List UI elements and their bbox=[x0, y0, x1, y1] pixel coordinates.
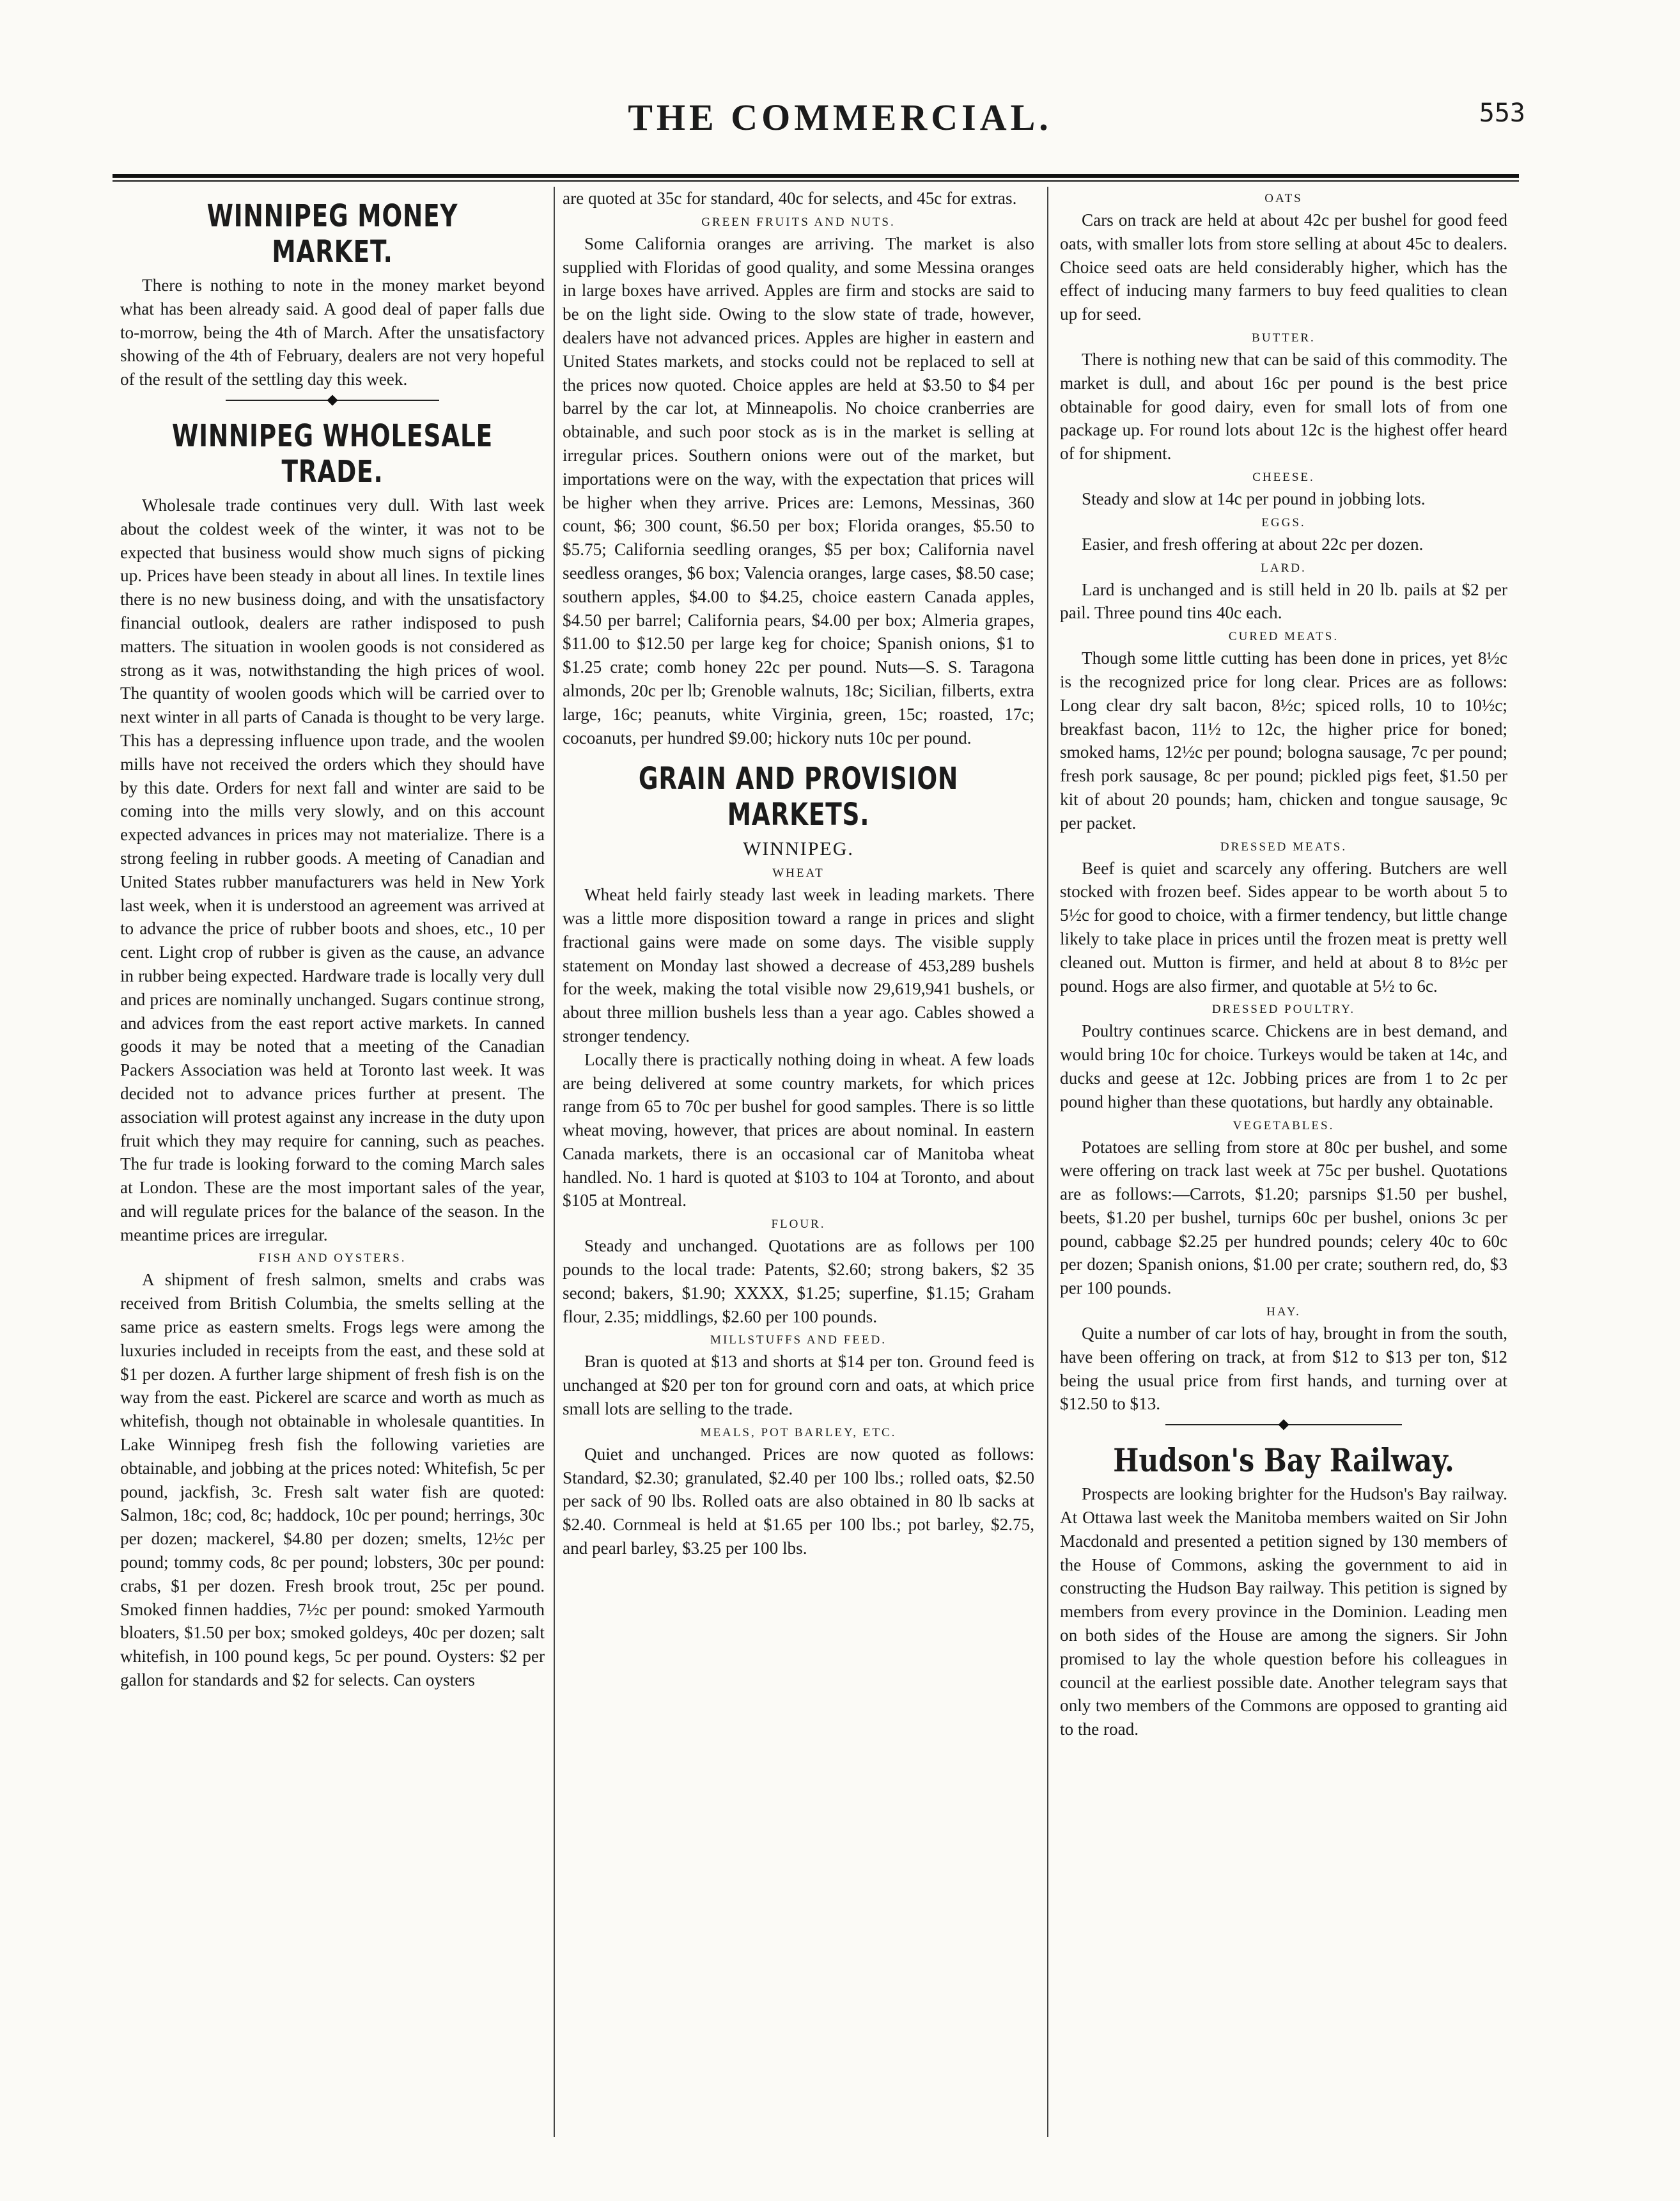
butter-text: There is nothing new that can be said of this commodity. The market is dull, and about 16c per pound is the best price obtainable for good dairy, even for small lots of from one package up. For round lots about 12c is the highest offer heard of for shipment. bbox=[1060, 349, 1507, 464]
winnipeg-subheading: WINNIPEG. bbox=[743, 838, 854, 860]
eggs-heading: EGGS. bbox=[1261, 515, 1306, 529]
butter-heading: BUTTER. bbox=[1252, 331, 1316, 345]
dressed-poultry-text: Poultry continues scarce. Chickens are in best demand, and would bring 10c for choice. Turkeys would be taken at 14c, and ducks and geese at 12c. Jobbing prices are from 1 to 2c per pound higher than these quotations, but hardly any obtainable. bbox=[1060, 1021, 1507, 1111]
hay-heading: HAY. bbox=[1266, 1305, 1301, 1319]
lard-text: Lard is unchanged and is still held in 20 lb. pails at $2 per pail. Three pound tins 40c each. bbox=[1060, 579, 1507, 623]
vegetables-heading: VEGETABLES. bbox=[1233, 1118, 1335, 1132]
money-market-text: There is nothing to note in the money market beyond what has been already said. A good deal of paper falls due to-morrow, being the 4th of March. After the unsatisfactory showing of the 4th of February, dealers are not very hopeful of the result of the settling day this week. bbox=[120, 276, 545, 389]
cured-meats-heading: CURED MEATS. bbox=[1228, 630, 1339, 644]
masthead: THE COMMERCIAL. bbox=[628, 97, 1052, 138]
eggs-text: Easier, and fresh offering at about 22c per dozen. bbox=[1082, 534, 1424, 554]
cheese-heading: CHEESE. bbox=[1252, 470, 1315, 484]
header-rule-thin bbox=[113, 180, 1519, 182]
fish-oysters-text: A shipment of fresh salmon, smelts and crabs was received from British Columbia, the smelts selling at the same price as eastern smelts. Frogs legs were among the luxuries included in receipts from the east, and these sold at $1 per dozen. A further large shipment of fresh fish is on the way from the east. Pickerel are scarce and worth as much as whitefish, though not obtainable in wholesale quantities. In Lake Winnipeg fresh fish the following varieties are obtainable, and jobbing at the prices noted: Whitefish, 5c per pound, jackfish, 3c. Fresh salt water fish are quoted: Salmon, 18c; cod, 8c; haddock, 10c per pound; herrings, 30c per dozen; mackerel, $4.80 per dozen; smelts, 12½c per pound; tommy cods, 8c per pound; lobsters, 30c per pound: crabs, $1 per dozen. Fresh brook trout, 25c per pound. Smoked finnen haddies, 7½c per pound: smoked Yarmouth bloaters, $1.50 per box; smoked goldeys, 40c per dozen; salt whitefish, in 100 pound kegs, 5c per pound. Oysters: $2 per gallon for standards and $2 for selects. Can oysters bbox=[120, 1270, 545, 1690]
cured-meats-text: Though some little cutting has been done in prices, yet 8½c is the recognized price for long clear. Prices are as follows: Long clear dry salt bacon, 8½c; spiced rolls, 10 to 10½c; breakfast bacon, 11½ to 12c, the higher price for boned; smoked hams, 12½c per pound; bologna sausage, 7c per pound; fresh pork sausage, 8c per pound; pickled pigs feet, $1.50 per kit of about 20 pounds; ham, chicken and tongue sausage, 9c per packet. bbox=[1060, 648, 1507, 833]
column-divider bbox=[554, 187, 555, 2137]
lard-heading: LARD. bbox=[1261, 561, 1307, 575]
wholesale-trade-text: Wholesale trade continues very dull. With last week about the coldest week of the winter, it was not to be expected that business would show much signs of picking up. Prices have been steady in about all lines. In textile lines there is no new business doing, and with the unsatisfactory financial outlook, dealers are rather indisposed to push matters. The situation in woolen goods is not considered as strong as it was, notwithstanding the high prices of wool. The quantity of woolen goods which will be carried over to next winter in all parts of Canada is thought to be very large. This has a depressing influence upon trade, and the woolen mills have not received the orders which they should have by this date. Orders for next fall and winter are said to be coming into the mills very slowly, and on this account expected advances in prices may not materialize. There is a strong feeling in rubber goods. A meeting of Canadian and United States rubber manufacturers was held in New York last week, when it is understood an agreement was arrived at to advance the price of rubber boots and shoes, etc., 10 per cent. Light crop of rubber is given as the cause, an advance in rubber being expected. Hardware trade is locally very dull and prices are nominally unchanged. Sugars continue strong, and advices from the east report active markets. In canned goods it may be noted that a meeting of the Canadian Packers Association was held at Toronto last week. It was decided not to advance prices further at present. The association will protest against any increase in the duty upon fruit which they may require for canning, such as peaches. The fur trade is looking forward to the coming March sales at London. These are the most important sales of the year, and will regulate prices for the balance of the season. In the meantime prices are irregular. bbox=[120, 495, 545, 1244]
hudson-bay-railway-text: Prospects are looking brighter for the Hudson's Bay railway. At Ottawa last week the Manitoba members waited on Sir John Macdonald and presented a petition signed by 130 members of the House of Commons, asking the government to aid in constructing the Hudson Bay railway. This petition is signed by members from every province in the Dominion. Leading men on both sides of the House are among the signers. Sir John promised to lay the whole question before his colleagues in council at the earliest possible date. Another telegram says that only two members of the Commons are opposed to granting aid to the road. bbox=[1060, 1484, 1507, 1739]
page-number: 553 bbox=[1479, 98, 1525, 128]
dressed-poultry-heading: DRESSED POULTRY. bbox=[1211, 1003, 1356, 1017]
millstuffs-text: Bran is quoted at $13 and shorts at $14 per ton. Ground feed is unchanged at $20 per ton for ground corn and oats, at which price small lots are selling to the trade. bbox=[563, 1352, 1034, 1419]
column-1 bbox=[120, 187, 545, 2137]
green-fruits-text: Some California oranges are arriving. The market is also supplied with Floridas of good quality, and some Messina oranges in large boxes have arrived. Apples are firm and stocks are said to be on the light side. Owing to the slow state of trade, however, dealers have not advanced prices. Apples are higher in eastern and United States markets, and stocks could not be replaced to sell at the prices now quoted. Choice apples are held at $3.50 to $4 per barrel by the car lot, at Minneapolis. No choice cranberries are obtainable, and such poor stock as is in the market is selling at irregular prices. Southern onions were out of the market, but importations were on the way, with the expectation that prices will be higher when they arrive. Prices are: Lemons, Messinas, 360 count, $6; 300 count, $6.50 per box; Florida oranges, $5.50 to $5.75; California seedling oranges, $5 per box; California navel seedless oranges, $6 box; Valencia oranges, large cases, $8.50 case; southern apples, $4.00 to $4.25, choice eastern Canada apples, $4.50 per barrel; California pears, $4.00 per box; Almeria grapes, $11.00 to $12.50 per large keg for choice; Spanish onions, $1 to $1.25 crate; comb honey 22c per pound. Nuts—S. S. Taragona almonds, 20c per lb; Grenoble walnuts, 18c; Sicilian, filberts, extra large, 16c; peanuts, white Virginia, green, 15c; roasted, 17c; cocoanuts, per hundred $9.00; hickory nuts 10c per pound. bbox=[563, 233, 1034, 748]
grain-provision-heading: GRAIN AND PROVISION MARKETS. bbox=[638, 761, 959, 833]
wheat-text-2: Locally there is practically nothing doing in wheat. A few loads are being delivered at some country markets, for which prices range from 65 to 70c per bushel for good samples. There is so little wheat moving, however, that prices are about nominal. In eastern Canada markets, there is an occasional car of Manitoba wheat handled. No. 1 hard is quoted at $103 to 104 at Toronto, and about $105 at Montreal. bbox=[563, 1049, 1034, 1210]
green-fruits-heading: GREEN FRUITS AND NUTS. bbox=[701, 215, 896, 229]
section-divider bbox=[1060, 1418, 1507, 1431]
header-rule bbox=[113, 174, 1519, 178]
section-divider bbox=[120, 394, 545, 407]
oysters-continued-text: are quoted at 35c for standard, 40c for selects, and 45c for extras. bbox=[563, 189, 1017, 208]
money-market-heading: WINNIPEG MONEY MARKET. bbox=[206, 198, 458, 270]
cheese-text: Steady and slow at 14c per pound in jobbing lots. bbox=[1082, 489, 1426, 508]
fish-oysters-heading: FISH AND OYSTERS. bbox=[258, 1251, 407, 1265]
column-divider bbox=[1047, 187, 1048, 2137]
wheat-heading: WHEAT bbox=[772, 866, 825, 881]
vegetables-text: Potatoes are selling from store at 80c per bushel, and some were offering on track last week at 75c per bushel. Quotations are as follows:—Carrots, $1.20; parsnips $1.50 per bushel, beets, $1.20 per bushel, turnips 60c per bushel, onions 3c per pound, cabbage $2.25 per hundred pounds; celery 40c to 60c per dozen; Spanish onions, $1.00 per crate; southern red, do, $3 per 100 pounds. bbox=[1060, 1137, 1507, 1298]
hay-text: Quite a number of car lots of hay, brought in from the south, have been offering on track, at from $12 to $13 per ton, $12 being the usual price from first hands, and turning over at $12.50 to $13. bbox=[1060, 1324, 1507, 1414]
dressed-meats-heading: DRESSED MEATS. bbox=[1220, 840, 1348, 854]
flour-text: Steady and unchanged. Quotations are as follows per 100 pounds to the local trade: Patents, $2.60; strong bakers, $2 35 second; bakers, $1.90; XXXX, $1.25; superfine, $1.15; Graham flour, 2.35; middlings, $2.60 per 100 pounds. bbox=[563, 1236, 1034, 1326]
meals-heading: MEALS, POT BARLEY, ETC. bbox=[700, 1425, 897, 1439]
column-3 bbox=[1060, 187, 1507, 2137]
flour-heading: FLOUR. bbox=[771, 1218, 826, 1232]
dressed-meats-text: Beef is quiet and scarcely any offering. Butchers are well stocked with frozen beef. Sides appear to be worth about 5 to 5½c for good to choice, with a firmer tendency, but little change likely to take place in prices until the frozen meat is pretty well cleaned out. Mutton is firmer, and held at about 8 to 8½c per pound. Hogs are also firmer, and quotable at 5½ to 6c. bbox=[1060, 858, 1507, 996]
wholesale-trade-heading: WINNIPEG WHOLESALE TRADE. bbox=[172, 418, 493, 490]
oats-heading: OATS bbox=[1264, 192, 1303, 205]
wheat-text-1: Wheat held fairly steady last week in leading markets. There was a little more disposition toward a range in prices and slight fractional gains were made on some days. The visible supply statement on Monday last showed a decrease of 453,289 bushels for the week, making the total visible now 29,619,941 bushels, or about three million bushels less than a year ago. Cables showed a stronger tendency. bbox=[563, 885, 1034, 1046]
millstuffs-heading: MILLSTUFFS AND FEED. bbox=[710, 1333, 887, 1347]
oats-text: Cars on track are held at about 42c per bushel for good feed oats, with smaller lots from store selling at about 45c to dealers. Choice seed oats are held considerably higher, which has the effect of inducing many farmers to buy feed qualities to clean up for seed. bbox=[1060, 210, 1507, 324]
column-2 bbox=[563, 187, 1034, 2137]
meals-text: Quiet and unchanged. Prices are now quoted as follows: Standard, $2.30; granulated, $2.40 per 100 lbs.; rolled oats, $2.50 per sack of 90 lbs. Rolled oats are also obtained in 80 lb sacks at $2.40. Cornmeal is held at $1.65 per 100 lbs.; pot barley, $2.75, and pearl barley, $3.25 per 100 lbs. bbox=[563, 1444, 1034, 1558]
hudson-bay-railway-heading: Hudson's Bay Railway. bbox=[1113, 1441, 1454, 1480]
